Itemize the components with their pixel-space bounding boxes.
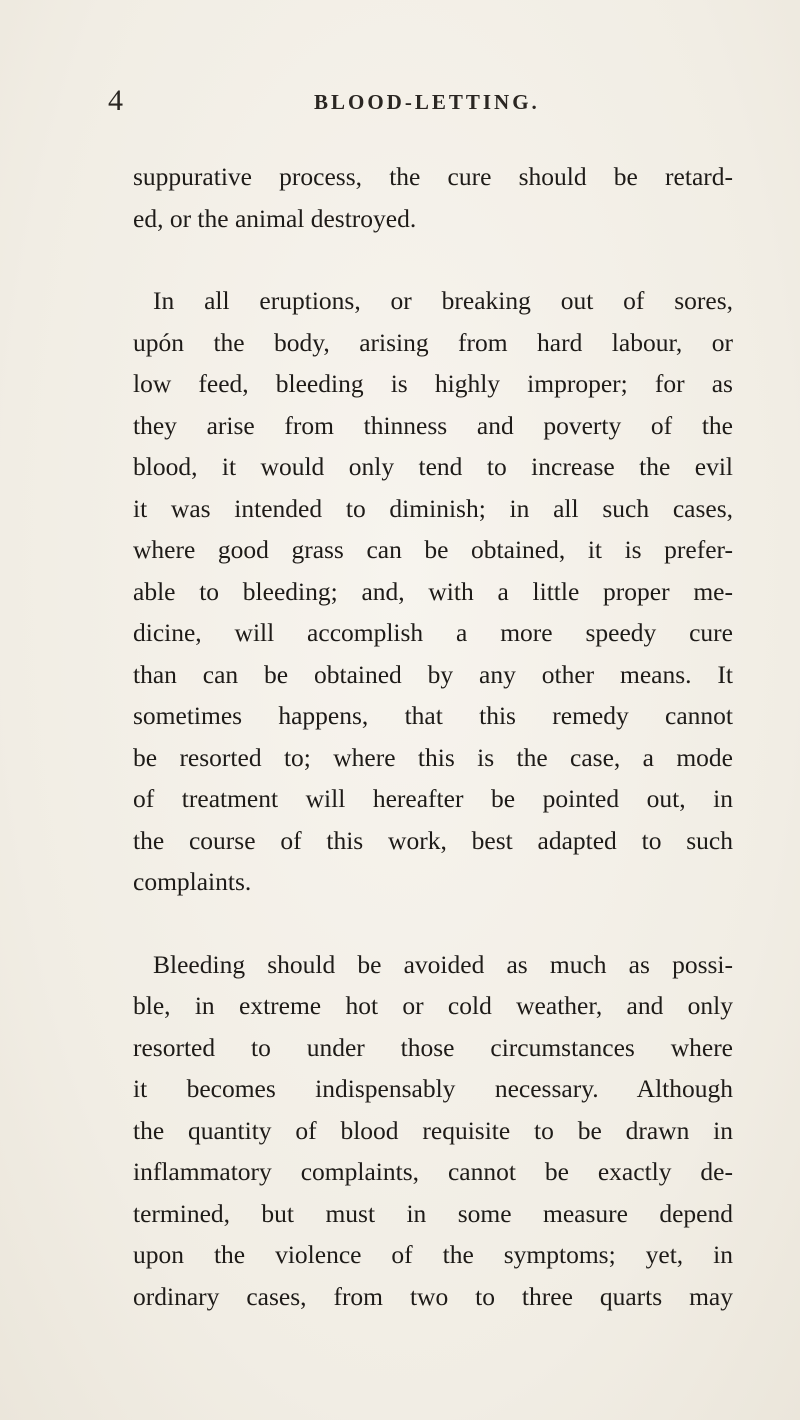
text-line: complaints.: [133, 867, 252, 896]
paragraph-bleeding-weather: [133, 944, 733, 1318]
text-line: ble, in extreme hot or cold weather, and only: [133, 991, 733, 1020]
text-line: it becomes indispensably necessary. Although: [133, 1074, 733, 1103]
text-line: low feed, bleeding is highly improper; for as: [133, 369, 733, 398]
text-line: of treatment will hereafter be pointed out, in: [133, 784, 733, 813]
text-line: inflammatory complaints, cannot be exactly de-: [133, 1157, 733, 1186]
text-line: be resorted to; where this is the case, a mode: [133, 742, 733, 772]
text-line: than can be obtained by any other means. It: [133, 659, 733, 689]
text-line: resorted to under those circumstances where: [133, 1032, 733, 1062]
text-line: able to bleeding; and, with a little proper me-: [133, 576, 733, 606]
paragraph-eruptions: [133, 280, 733, 903]
body-text: [133, 156, 733, 1317]
text-line: the course of this work, best adapted to such: [133, 825, 733, 855]
text-line: upon the violence of the symptoms; yet, in: [133, 1240, 733, 1269]
text-line: ed, or the animal destroyed.: [133, 203, 417, 233]
text-line: dicine, will accomplish a more speedy cure: [133, 618, 733, 647]
text-line: Bleeding should be avoided as much as possi-: [153, 949, 733, 979]
text-line: blood, it would only tend to increase the evil: [133, 452, 733, 481]
text-line: upón the body, arising from hard labour, or: [133, 327, 733, 357]
text-line: they arise from thinness and poverty of the: [133, 410, 733, 440]
text-line: the quantity of blood requisite to be drawn in: [133, 1115, 733, 1145]
text-line: termined, but must in some measure depend: [133, 1198, 733, 1228]
text-line: where good grass can be obtained, it is prefer-: [133, 535, 733, 564]
paragraph-continuation: [133, 156, 733, 239]
text-line: suppurative process, the cure should be retard-: [133, 162, 733, 191]
running-title: BLOOD-LETTING.: [314, 90, 540, 114]
text-line: ordinary cases, from two to three quarts may: [133, 1281, 733, 1311]
text-line: it was intended to diminish; in all such cases,: [133, 493, 733, 523]
running-head: [108, 86, 748, 120]
text-line: sometimes happens, that this remedy cannot: [133, 701, 733, 730]
text-line: In all eruptions, or breaking out of sores,: [153, 286, 733, 315]
page-number: 4: [108, 84, 123, 117]
